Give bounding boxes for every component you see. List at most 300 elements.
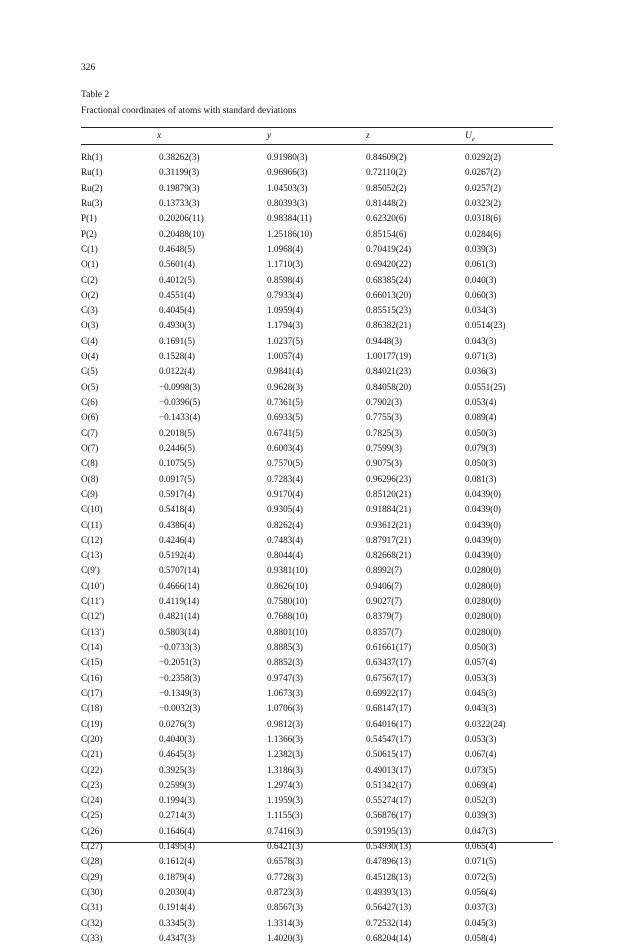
table-row [0, 273, 624, 288]
table-row [0, 563, 624, 578]
cell-y: 0.8598(4) [267, 274, 303, 285]
cell-y: 1.1366(3) [267, 733, 303, 744]
cell-atom: C(28) [81, 856, 103, 867]
cell-atom: O(7) [81, 442, 99, 453]
cell-y: 1.0057(4) [267, 351, 303, 362]
cell-z: 0.55274(17) [366, 795, 412, 806]
cell-y: 0.7728(3) [267, 871, 303, 882]
cell-atom: P(1) [81, 213, 97, 224]
table-caption: Fractional coordinates of atoms with standard deviations [81, 106, 297, 116]
cell-z: 0.9075(3) [366, 458, 402, 469]
cell-z: 0.54930(13) [366, 841, 412, 852]
cell-x: 0.5601(4) [159, 259, 195, 270]
cell-u: 0.0322(24) [465, 718, 506, 729]
cell-z: 0.59195(13) [366, 825, 412, 836]
cell-atom: Ru(2) [81, 182, 103, 193]
cell-u: 0.072(5) [465, 871, 497, 882]
cell-x: 0.4930(3) [159, 320, 195, 331]
cell-z: 0.86382(21) [366, 320, 412, 331]
table-row [0, 793, 624, 808]
cell-z: 0.96296(23) [366, 473, 412, 484]
cell-x: 0.4045(4) [159, 305, 195, 316]
table-row [0, 854, 624, 869]
cell-u: 0.052(3) [465, 795, 497, 806]
cell-u: 0.047(3) [465, 825, 497, 836]
cell-z: 0.8357(7) [366, 626, 402, 637]
cell-z: 0.81448(2) [366, 197, 407, 208]
cell-z: 0.7755(3) [366, 412, 402, 423]
cell-y: 1.1710(3) [267, 259, 303, 270]
cell-u: 0.053(3) [465, 733, 497, 744]
cell-u: 0.0280(0) [465, 626, 501, 637]
cell-u: 0.067(4) [465, 749, 497, 760]
cell-atom: Ru(3) [81, 197, 103, 208]
cell-y: 0.8044(4) [267, 550, 303, 561]
cell-y: 0.80393(3) [267, 197, 308, 208]
cell-y: 1.2382(3) [267, 749, 303, 760]
cell-z: 0.91884(21) [366, 504, 412, 515]
cell-u: 0.045(3) [465, 917, 497, 928]
cell-z: 0.68147(17) [366, 703, 412, 714]
table-row [0, 441, 624, 456]
cell-z: 0.85154(6) [366, 228, 407, 239]
cell-u: 0.034(3) [465, 305, 497, 316]
cell-x: 0.5917(4) [159, 488, 195, 499]
cell-u: 0.071(3) [465, 351, 497, 362]
cell-atom: Rh(1) [81, 152, 103, 162]
cell-u: 0.056(4) [465, 887, 497, 897]
cell-u: 0.0292(2) [465, 152, 501, 162]
cell-atom: C(26) [81, 825, 103, 836]
cell-y: 0.9381(10) [267, 565, 308, 576]
cell-y: 0.96966(3) [267, 167, 308, 178]
table-row [0, 594, 624, 609]
cell-atom: C(5) [81, 366, 98, 377]
cell-u: 0.0280(0) [465, 565, 501, 576]
cell-u: 0.050(3) [465, 458, 497, 469]
cell-x: 0.4648(5) [159, 243, 195, 254]
table-top-rule [81, 127, 553, 128]
cell-z: 0.84609(2) [366, 152, 407, 162]
cell-x: 0.1075(5) [159, 458, 195, 469]
cell-y: 1.25186(10) [267, 228, 313, 239]
cell-y: 0.9628(3) [267, 381, 303, 392]
cell-z: 0.49013(17) [366, 764, 412, 775]
cell-x: 0.31199(3) [159, 167, 200, 178]
cell-y: 1.0237(5) [267, 335, 303, 346]
cell-x: 0.4645(3) [159, 749, 195, 760]
cell-y: 0.8885(3) [267, 642, 303, 652]
cell-x: 0.38262(3) [159, 152, 200, 162]
column-header-y: y [267, 131, 272, 141]
cell-z: 0.61661(17) [366, 642, 412, 652]
cell-z: 0.67567(17) [366, 672, 412, 683]
cell-y: 0.9812(3) [267, 718, 303, 729]
cell-atom: C(12) [81, 534, 103, 545]
cell-atom: C(3) [81, 305, 98, 316]
cell-atom: C(15) [81, 657, 103, 668]
table-row [0, 181, 624, 196]
table-row [0, 870, 624, 885]
cell-x: 0.1994(3) [159, 795, 195, 806]
cell-x: 0.5192(4) [159, 550, 195, 561]
cell-x: 0.2599(3) [159, 779, 195, 790]
table-row [0, 671, 624, 686]
table-row [0, 579, 624, 594]
cell-u: 0.0439(0) [465, 519, 501, 530]
table-row [0, 364, 624, 379]
cell-atom: O(5) [81, 381, 99, 392]
cell-atom: C(30) [81, 887, 103, 897]
cell-x: 0.0917(5) [159, 473, 195, 484]
cell-z: 0.8379(7) [366, 611, 402, 622]
cell-x: 0.4551(4) [159, 289, 195, 300]
table-row [0, 747, 624, 762]
cell-u: 0.0318(6) [465, 213, 501, 224]
cell-y: 0.6578(3) [267, 856, 303, 867]
cell-y: 0.6003(4) [267, 442, 303, 453]
cell-y: 0.9170(4) [267, 488, 303, 499]
cell-x: 0.1691(5) [159, 335, 195, 346]
cell-z: 0.51342(17) [366, 779, 412, 790]
cell-u: 0.0280(0) [465, 580, 501, 591]
cell-y: 1.0959(4) [267, 305, 303, 316]
cell-z: 0.63437(17) [366, 657, 412, 668]
cell-x: 0.20488(10) [159, 228, 205, 239]
cell-y: 1.3314(3) [267, 917, 303, 928]
cell-atom: C(13) [81, 550, 103, 561]
cell-atom: C(8) [81, 458, 98, 469]
cell-u: 0.0514(23) [465, 320, 506, 331]
cell-u: 0.089(4) [465, 412, 497, 423]
cell-x: 0.4040(3) [159, 733, 195, 744]
table-row [0, 931, 624, 946]
table-row [0, 318, 624, 333]
cell-atom: C(14) [81, 642, 103, 652]
cell-atom: O(3) [81, 320, 99, 331]
cell-x: 0.13733(3) [159, 197, 200, 208]
table-row [0, 900, 624, 915]
cell-y: 1.2974(3) [267, 779, 303, 790]
cell-atom: C(16) [81, 672, 103, 683]
cell-atom: C(18) [81, 703, 103, 714]
cell-u: 0.057(4) [465, 657, 497, 668]
cell-u: 0.079(3) [465, 442, 497, 453]
cell-z: 0.7825(3) [366, 427, 402, 438]
table-row [0, 426, 624, 441]
table-row [0, 732, 624, 747]
cell-y: 0.7416(3) [267, 825, 303, 836]
table-row [0, 778, 624, 793]
table-row [0, 808, 624, 823]
cell-z: 0.7599(3) [366, 442, 402, 453]
cell-u: 0.0323(2) [465, 197, 501, 208]
cell-u: 0.058(4) [465, 932, 497, 943]
cell-y: 0.91980(3) [267, 152, 308, 162]
cell-z: 0.9027(7) [366, 596, 402, 607]
table-row [0, 916, 624, 931]
cell-x: 0.4821(14) [159, 611, 200, 622]
cell-y: 0.7570(5) [267, 458, 303, 469]
cell-y: 1.4020(3) [267, 932, 303, 943]
cell-atom: C(10) [81, 504, 103, 515]
cell-y: 0.7933(4) [267, 289, 303, 300]
cell-z: 0.56876(17) [366, 810, 412, 821]
cell-y: 0.98384(11) [267, 213, 312, 224]
cell-u: 0.061(3) [465, 259, 497, 270]
cell-z: 0.85515(23) [366, 305, 412, 316]
cell-u: 0.039(3) [465, 810, 497, 821]
cell-u: 0.053(3) [465, 672, 497, 683]
cell-x: 0.1914(4) [159, 902, 195, 913]
cell-x: 0.4119(14) [159, 596, 200, 607]
cell-atom: C(13′) [81, 626, 105, 637]
table-bottom-rule [81, 842, 553, 843]
cell-z: 0.49393(13) [366, 887, 412, 897]
cell-z: 0.54547(17) [366, 733, 412, 744]
cell-u: 0.053(4) [465, 397, 497, 407]
cell-atom: C(12′) [81, 611, 105, 622]
cell-x: −0.2051(3) [159, 657, 201, 668]
cell-atom: C(20) [81, 733, 103, 744]
cell-z: 0.69420(22) [366, 259, 412, 270]
cell-atom: C(11′) [81, 596, 105, 607]
cell-u: 0.0439(0) [465, 488, 501, 499]
cell-z: 0.50615(17) [366, 749, 412, 760]
cell-x: 0.1646(4) [159, 825, 195, 836]
cell-atom: C(1) [81, 243, 98, 254]
coordinates-table-body [0, 150, 624, 946]
cell-x: 0.2714(3) [159, 810, 195, 821]
cell-atom: C(33) [81, 932, 103, 943]
cell-z: 0.47896(13) [366, 856, 412, 867]
cell-u: 0.037(3) [465, 902, 497, 913]
cell-y: 0.6741(5) [267, 427, 303, 438]
cell-atom: C(24) [81, 795, 103, 806]
cell-y: 1.04503(3) [267, 182, 308, 193]
cell-u: 0.0439(0) [465, 534, 501, 545]
cell-u: 0.045(3) [465, 687, 497, 698]
cell-z: 0.56427(13) [366, 902, 412, 913]
cell-z: 0.66013(20) [366, 289, 412, 300]
column-header-u [465, 131, 475, 143]
cell-u: 0.050(3) [465, 642, 497, 652]
cell-u: 0.081(3) [465, 473, 497, 484]
cell-z: 0.64016(17) [366, 718, 412, 729]
table-row [0, 701, 624, 716]
cell-z: 0.9448(3) [366, 335, 402, 346]
table-row [0, 717, 624, 732]
cell-z: 0.9406(7) [366, 580, 402, 591]
cell-u: 0.040(3) [465, 274, 497, 285]
table-header-rule [81, 144, 553, 145]
cell-u: 0.0439(0) [465, 550, 501, 561]
table-row [0, 502, 624, 517]
cell-atom: C(10′) [81, 580, 105, 591]
cell-x: 0.2446(5) [159, 442, 195, 453]
cell-u: 0.073(5) [465, 764, 497, 775]
column-header-u-symbol: U [465, 131, 472, 141]
cell-z: 0.45128(13) [366, 871, 412, 882]
table-row [0, 885, 624, 900]
table-row [0, 380, 624, 395]
cell-x: 0.5803(14) [159, 626, 200, 637]
cell-z: 0.82668(21) [366, 550, 412, 561]
table-row [0, 257, 624, 272]
cell-x: 0.3925(3) [159, 764, 195, 775]
cell-x: 0.4347(3) [159, 932, 195, 943]
cell-atom: P(2) [81, 228, 97, 239]
table-row [0, 227, 624, 242]
cell-x: 0.2018(5) [159, 427, 195, 438]
cell-z: 0.70419(24) [366, 243, 412, 254]
cell-x: −0.1433(4) [159, 412, 201, 423]
cell-u: 0.0439(0) [465, 504, 501, 515]
cell-y: 0.8801(10) [267, 626, 308, 637]
cell-z: 0.8992(7) [366, 565, 402, 576]
cell-z: 0.72532(14) [366, 917, 412, 928]
cell-y: 0.7688(10) [267, 611, 308, 622]
cell-y: 1.0706(3) [267, 703, 303, 714]
cell-atom: C(2) [81, 274, 98, 285]
table-row [0, 211, 624, 226]
cell-atom: C(4) [81, 335, 98, 346]
table-row [0, 456, 624, 471]
cell-y: 0.8626(10) [267, 580, 308, 591]
cell-u: 0.0551(25) [465, 381, 506, 392]
cell-atom: C(19) [81, 718, 103, 729]
table-row [0, 518, 624, 533]
table-row [0, 655, 624, 670]
cell-z: 0.69922(17) [366, 687, 412, 698]
column-header-u-subscript: e [471, 135, 475, 143]
table-row [0, 349, 624, 364]
cell-y: 0.6933(5) [267, 412, 303, 423]
cell-x: 0.1879(4) [159, 871, 195, 882]
table-row [0, 609, 624, 624]
cell-atom: O(2) [81, 289, 99, 300]
cell-u: 0.0280(0) [465, 596, 501, 607]
cell-x: 0.20206(11) [159, 213, 204, 224]
cell-u: 0.043(3) [465, 335, 497, 346]
cell-u: 0.036(3) [465, 366, 497, 377]
cell-z: 0.84021(23) [366, 366, 412, 377]
cell-z: 0.68385(24) [366, 274, 412, 285]
cell-atom: O(1) [81, 259, 99, 270]
cell-atom: C(11) [81, 519, 103, 530]
table-row [0, 242, 624, 257]
cell-y: 0.9841(4) [267, 366, 303, 377]
cell-z: 0.84058(20) [366, 381, 412, 392]
cell-u: 0.071(5) [465, 856, 497, 867]
table-row [0, 150, 624, 165]
table-row [0, 625, 624, 640]
cell-z: 1.00177(19) [366, 351, 412, 362]
table-row [0, 686, 624, 701]
table-row [0, 824, 624, 839]
cell-atom: O(4) [81, 351, 99, 362]
cell-y: 0.8852(3) [267, 657, 303, 668]
cell-atom: C(25) [81, 810, 103, 821]
cell-atom: Ru(1) [81, 167, 103, 178]
cell-x: 0.4666(14) [159, 580, 200, 591]
cell-atom: C(22) [81, 764, 103, 775]
cell-y: 0.7483(4) [267, 534, 303, 545]
cell-x: −0.0396(5) [159, 397, 201, 407]
cell-x: 0.19879(3) [159, 182, 200, 193]
cell-u: 0.0267(2) [465, 167, 501, 178]
cell-y: 1.3186(3) [267, 764, 303, 775]
cell-atom: C(7) [81, 427, 98, 438]
cell-atom: C(6) [81, 397, 98, 407]
cell-u: 0.0280(0) [465, 611, 501, 622]
table-row [0, 472, 624, 487]
cell-y: 0.7283(4) [267, 473, 303, 484]
cell-z: 0.72110(2) [366, 167, 407, 178]
cell-u: 0.050(3) [465, 427, 497, 438]
table-row [0, 288, 624, 303]
cell-z: 0.93612(21) [366, 519, 412, 530]
table-label: Table 2 [81, 90, 110, 100]
table-row [0, 763, 624, 778]
table-row [0, 334, 624, 349]
cell-x: 0.2030(4) [159, 887, 195, 897]
table-row [0, 395, 624, 410]
cell-x: 0.3345(3) [159, 917, 195, 928]
cell-z: 0.7902(3) [366, 397, 402, 407]
column-header-x: x [157, 131, 162, 141]
cell-x: −0.2358(3) [159, 672, 201, 683]
cell-z: 0.85052(2) [366, 182, 407, 193]
table-row [0, 196, 624, 211]
cell-y: 0.7580(10) [267, 596, 308, 607]
cell-x: 0.1495(4) [159, 841, 195, 852]
cell-y: 1.1155(3) [267, 810, 303, 821]
cell-atom: C(23) [81, 779, 103, 790]
cell-z: 0.87917(21) [366, 534, 412, 545]
cell-x: −0.0733(3) [159, 642, 201, 652]
table-row [0, 303, 624, 318]
table-row [0, 165, 624, 180]
cell-u: 0.043(3) [465, 703, 497, 714]
table-row [0, 487, 624, 502]
cell-atom: O(6) [81, 412, 99, 423]
cell-atom: C(21) [81, 749, 103, 760]
column-header-z: z [366, 131, 370, 141]
cell-x: 0.0276(3) [159, 718, 195, 729]
cell-y: 1.1959(3) [267, 795, 303, 806]
cell-y: 0.9305(4) [267, 504, 303, 515]
cell-x: 0.4246(4) [159, 534, 195, 545]
table-row [0, 548, 624, 563]
cell-x: 0.1528(4) [159, 351, 195, 362]
cell-u: 0.0257(2) [465, 182, 501, 193]
cell-atom: C(17) [81, 687, 103, 698]
cell-y: 0.8567(3) [267, 902, 303, 913]
table-row [0, 410, 624, 425]
cell-atom: C(9′) [81, 565, 100, 576]
cell-x: 0.0122(4) [159, 366, 195, 377]
cell-u: 0.039(3) [465, 243, 497, 254]
cell-x: 0.5707(14) [159, 565, 200, 576]
cell-y: 0.9747(3) [267, 672, 303, 683]
cell-atom: C(27) [81, 841, 103, 852]
cell-y: 0.7361(5) [267, 397, 303, 407]
cell-y: 1.0673(3) [267, 687, 303, 698]
cell-atom: C(29) [81, 871, 103, 882]
cell-atom: C(31) [81, 902, 103, 913]
cell-y: 1.1794(3) [267, 320, 303, 331]
